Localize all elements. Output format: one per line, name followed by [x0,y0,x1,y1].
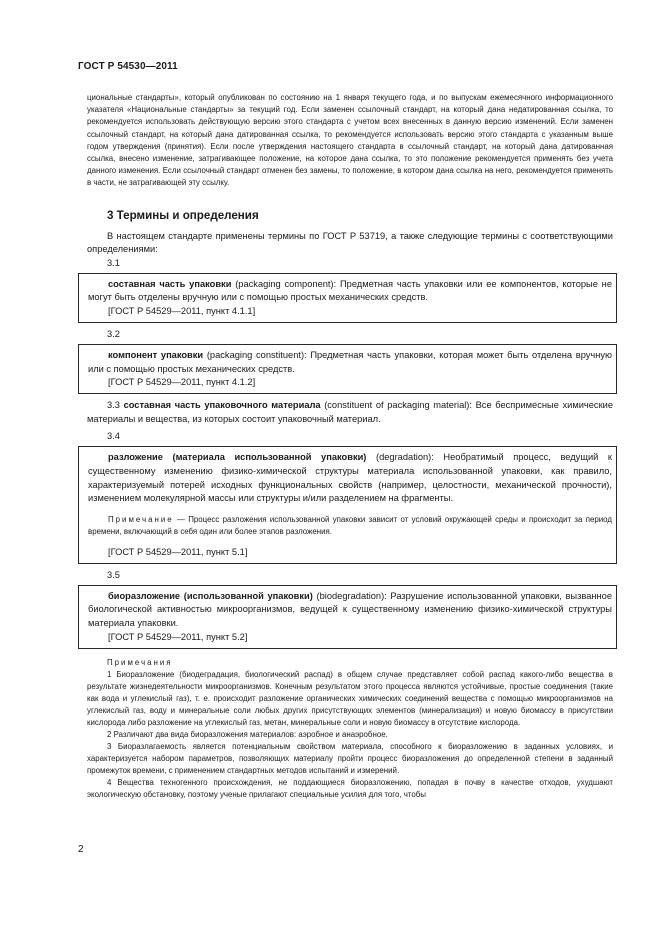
term-reference-3-1: [ГОСТ Р 54529—2011, пункт 4.1.1] [108,306,256,316]
term-definition-3-2 [88,349,612,376]
term-number-3-2: 3.2 [107,329,120,339]
term-definition-3-3 [87,399,613,426]
notes-label: Примечания [107,657,173,667]
section-lead: В настоящем стандарте применены термины по ГОСТ Р 53719, а также следующие термины с соответствующими определениями: [87,230,613,255]
term-definition-3-5 [88,590,612,631]
term-text-3-3: (constituent of packaging material): Все беспримесные химические материалы и вещества, из которых состоит упаковочный материал. [87,400,613,424]
term-text-3-5: (biodegradation): Разрушение использованной упаковки, вызванное биологической активностью микроорганизмов, ведущей к существенному изменению физико-химической структуры материала упаковки. [88,590,612,628]
term-reference-3-2: [ГОСТ Р 54529—2011, пункт 4.1.2] [108,377,256,388]
term-name-3-4: разложение (материала использованной упаковки) [108,452,367,463]
term-reference-3-4: [ГОСТ Р 54529—2011, пункт 5.1] [108,546,248,557]
term-note-3-4 [88,514,612,538]
note-text-3-4: — Процесс разложения использованной упаковки зависит от условий окружающей среды и происходит за период времени, включающий в себя один или более этапов разложения. [88,514,612,536]
term-definition-3-4 [88,451,612,505]
intro-text: циональные стандарты», который опубликован по состоянию на 1 января текущего года, и по выпускам ежемесячного информационного указателя «Национальные стандарты» за текущий год. Если заменен ссылочный стандарт, на который дана недатированная ссылка, то рекомендуется использовать действующую версию этого стандарта с учетом всех внесенных в данную версию изменений. Если заменен ссылочный стандарт, на который дана датированная ссылка, то рекомендуется использовать версию этого стандарта с указанным выше годом утверждения (принятия). Если после утверждения настоящего стандарта в ссылочный стандарт, на который дана датированная ссылка, внесено изменение, затрагивающее положение, на которое дана ссылка, то это положение рекомендуется применять без учета данного изменения. Если ссылочный стандарт отменен без замены, то положение, в котором дана ссылка на него, рекомендуется применять в части, не затрагивающей эту ссылку. [87,93,613,188]
term-name-3-2: компонент упаковки [108,350,204,360]
term-text-3-1: (packaging component): Предметная часть упаковки или ее компонентов, которые не могут быть отделены вручную или с помощью простых механических средств. [88,278,612,303]
term-number-3-4: 3.4 [107,431,120,442]
term-name-3-5: биоразложение (использованной упаковки) [108,590,313,601]
note-1: 1 Биоразложение (биодеградация, биологический распад) в общем случае представляет собой распад какого-либо вещества в результате жизнедеятельности микроорганизмов. Конечным результатом этого процесса являются устойчивые, простые соединения (такие как вода и углекислый газ), т. е. происходит разложение органических химических соединений вещества с помощью микроорганизмов на углекислый газ, воду и минеральные соли любых других присутствующих элементов (минерализация) и новую биомассу в присутствии кислорода либо разложение на углекислый газ, метан, минеральные соли и новую биомассу в отсутствие кислорода. [87,669,613,727]
term-name-3-1: составная часть упаковки [108,278,232,289]
term-definition-3-1 [88,278,612,305]
section-title: 3 Термины и определения [107,208,259,222]
page-content [87,92,613,801]
term-text-3-2: (packaging constituent): Предметная часть упаковки, которая может быть отделена вручную или с помощью простых механических средств. [88,350,613,374]
notes-block [87,657,613,801]
note-label-3-4: Примечание [108,514,174,524]
term-box-3-5 [78,585,617,649]
term-box-3-1 [78,273,617,323]
term-name-3-3: составная часть упаковочного материала [123,400,321,411]
intro-paragraph [87,92,613,190]
term-number-3-5: 3.5 [107,569,120,580]
term-reference-3-5: [ГОСТ Р 54529—2011, пункт 5.2] [108,631,248,642]
term-number-3-3: 3.3 [107,400,120,411]
page-number: 2 [78,844,84,855]
term-text-3-4: (degradation): Необратимый процесс, ведущий к существенному изменению физико-химической структуры материала использованной упаковки, как правило, характеризуемый потерей исходных функциональных свойств (например, целостности, механической прочности), изменением молекулярной массы или структуры и/или разделением на фрагменты. [88,452,612,504]
note-2: 2 Различают два вида биоразложения материалов: аэробное и анаэробное. [107,729,388,739]
term-number-3-1: 3.1 [107,257,120,268]
term-box-3-4 [78,446,617,563]
term-box-3-2 [78,344,617,394]
note-4: 4 Вещества техногенного происхождения, не поддающиеся биоразложению, попадая в почву в качестве отходов, ухудшают экологическую обстановку, поэтому ученые прилагают специальные усилия для того, чтобы [87,777,613,799]
document-header: ГОСТ Р 54530—2011 [78,61,178,72]
note-3: 3 Биоразлагаемость является потенциальным свойством материала, способного к биоразложению в заданных условиях, и характеризуется набором параметров, позволяющих материалу пройти процесс биоразложения до определенной степени в заданный промежуток времени, с применением стандартных методов испытаний и измерений. [87,741,613,775]
